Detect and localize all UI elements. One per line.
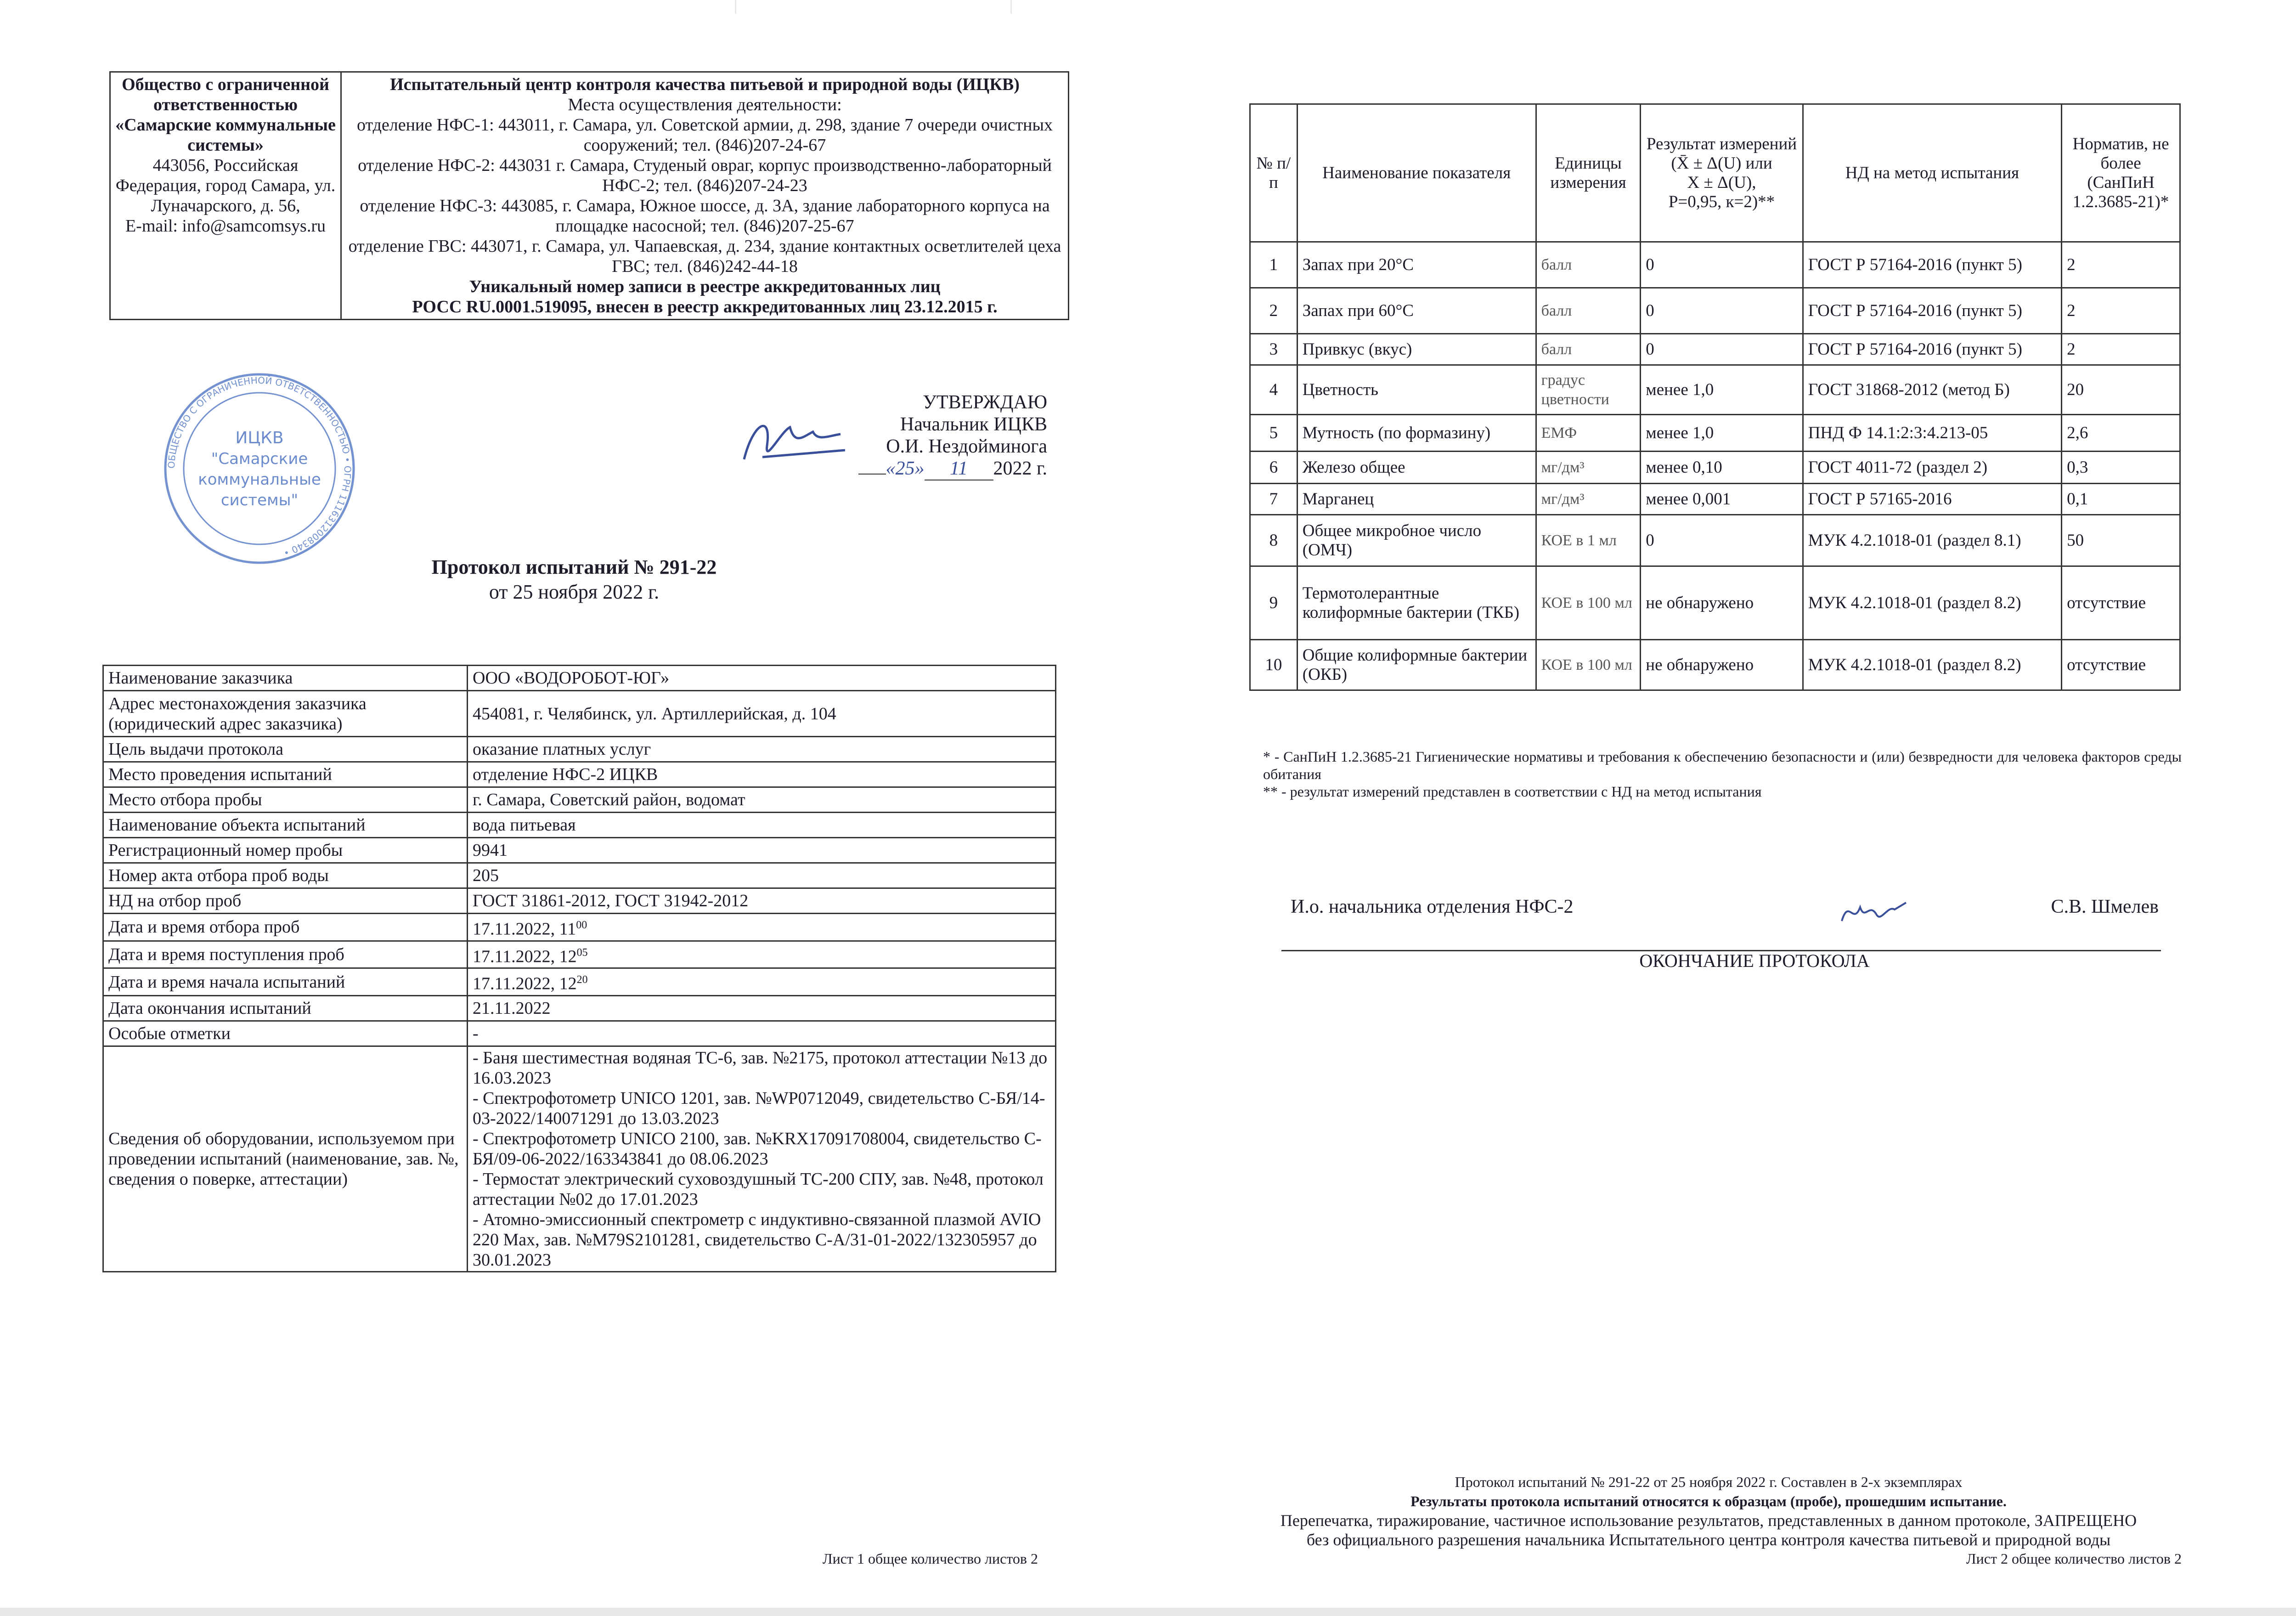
col-result-l1: Результат измерений xyxy=(1646,134,1797,153)
col-method: НД на метод испытания xyxy=(1803,104,2061,242)
place-nfs1: отделение НФС-1: 443011, г. Самара, ул. Советской армии, д. 298, здание 7 очереди очистных сооружений; тел. (846)207-24-67 xyxy=(356,115,1053,155)
result-row xyxy=(1250,288,2180,334)
info-value xyxy=(468,941,1056,968)
info-value xyxy=(468,914,1056,941)
org-email: E-mail: info@samcomsys.ru xyxy=(125,216,326,236)
result-unit: КОЕ в 100 мл xyxy=(1536,640,1641,690)
info-value-sup: 05 xyxy=(576,946,588,959)
info-row xyxy=(103,1021,1056,1046)
col-norm: Норматив, не более (СанПиН 1.2.3685-21)* xyxy=(2062,104,2180,242)
info-value xyxy=(468,737,1056,762)
info-value-text: 21.11.2022 xyxy=(473,998,551,1018)
info-row xyxy=(103,691,1056,737)
info-value-text: г. Самара, Советский район, водомат xyxy=(473,790,745,809)
info-value xyxy=(468,888,1056,914)
result-method: ГОСТ Р 57164-2016 (пункт 5) xyxy=(1803,334,2061,365)
equipment-item: - Баня шестиместная водяная ТС-6, зав. №2175, протокол аттестации №13 до 16.03.2023 xyxy=(473,1048,1048,1088)
info-row xyxy=(103,941,1056,968)
page-bottom-edge xyxy=(0,1608,2296,1616)
places-title: Места осуществления деятельности: xyxy=(568,95,842,114)
info-value xyxy=(468,1021,1056,1046)
signer-name: С.В. Шмелев xyxy=(2051,896,2159,917)
info-value-text: 454081, г. Челябинск, ул. Артиллерийская, д. 104 xyxy=(473,704,836,723)
result-name: Привкус (вкус) xyxy=(1297,334,1536,365)
info-key: Дата и время отбора проб xyxy=(103,914,468,941)
result-unit: градус цветности xyxy=(1536,365,1641,415)
info-value xyxy=(468,995,1056,1021)
result-unit: ЕМФ xyxy=(1536,415,1641,452)
result-row xyxy=(1250,515,2180,566)
col-name: Наименование показателя xyxy=(1297,104,1536,242)
result-row xyxy=(1250,640,2180,690)
result-n: 5 xyxy=(1250,415,1297,452)
approval-word: УТВЕРЖДАЮ xyxy=(923,392,1047,413)
footer-line4: без официального разрешения начальника Испытательного центра контроля качества питьевой и природной воды xyxy=(1306,1531,2111,1549)
info-value-text: 17.11.2022, 11 xyxy=(473,919,576,939)
info-value-text: 205 xyxy=(473,866,499,885)
info-key: Регистрационный номер пробы xyxy=(103,838,468,863)
result-unit: КОЕ в 1 мл xyxy=(1536,515,1641,566)
info-value xyxy=(468,838,1056,863)
result-result: менее 1,0 xyxy=(1641,365,1803,415)
page-fold-left xyxy=(735,0,736,14)
center-title: Испытательный центр контроля качества питьевой и природной воды (ИЦКВ) xyxy=(390,75,1020,94)
approval-year: 2022 г. xyxy=(993,458,1047,479)
approval-block xyxy=(716,391,1047,480)
svg-text:системы": системы" xyxy=(220,491,299,509)
info-key: Наименование заказчика xyxy=(103,666,468,691)
info-value-text: 17.11.2022, 12 xyxy=(473,974,577,994)
info-row xyxy=(103,968,1056,996)
equipment-item: - Атомно-эмиссионный спектрометр с индуктивно-связанной плазмой AVIO 220 Max, зав. №M79S2101281, свидетельство С-А/31-01-2022/132305957 до 30.01.2023 xyxy=(473,1209,1041,1270)
info-value xyxy=(468,666,1056,691)
info-key: Особые отметки xyxy=(103,1021,468,1046)
result-row xyxy=(1250,452,2180,484)
info-key: Место отбора пробы xyxy=(103,787,468,813)
result-norm: 20 xyxy=(2062,365,2180,415)
result-n: 3 xyxy=(1250,334,1297,365)
footer-line2: Результаты протокола испытаний относятся к образцам (пробе), прошедшим испытание. xyxy=(1410,1493,2007,1509)
result-norm: 50 xyxy=(2062,515,2180,566)
place-gvs: отделение ГВС: 443071, г. Самара, ул. Чапаевская, д. 234, здание контактных осветлителей цеха ГВС; тел. (846)242-44-18 xyxy=(348,237,1061,276)
protocol-date: от 25 ноября 2022 г. xyxy=(489,581,660,603)
info-value-text: 9941 xyxy=(473,841,508,860)
result-method: ГОСТ Р 57164-2016 (пункт 5) xyxy=(1803,242,2061,288)
info-row xyxy=(103,838,1056,863)
result-row xyxy=(1250,365,2180,415)
info-value xyxy=(468,787,1056,813)
approval-position: Начальник ИЦКВ xyxy=(900,414,1047,435)
info-row xyxy=(103,787,1056,813)
org-address: 443056, Российская Федерация, город Самара, ул. Луначарского, д. 56, xyxy=(115,156,336,215)
result-name: Запах при 20°С xyxy=(1297,242,1536,288)
svg-text:коммунальные: коммунальные xyxy=(198,470,321,489)
protocol-end: ОКОНЧАНИЕ ПРОТОКОЛА xyxy=(1639,950,1870,971)
result-unit: балл xyxy=(1536,334,1641,365)
col-result-l2: (X̄ ± Δ(U) или xyxy=(1671,153,1772,173)
col-result xyxy=(1641,104,1803,242)
info-value xyxy=(468,968,1056,996)
col-num: № п/п xyxy=(1250,104,1297,242)
info-key: Наименование объекта испытаний xyxy=(103,813,468,838)
info-table xyxy=(102,665,1056,1272)
info-row xyxy=(103,863,1056,888)
result-n: 8 xyxy=(1250,515,1297,566)
result-method: ГОСТ Р 57165-2016 xyxy=(1803,484,2061,515)
info-value xyxy=(468,863,1056,888)
info-value xyxy=(468,762,1056,787)
info-key: Место проведения испытаний xyxy=(103,762,468,787)
result-n: 7 xyxy=(1250,484,1297,515)
org-name: Общество с ограниченной ответственностью «Самарские коммунальные системы» xyxy=(115,75,336,155)
approval-day: «25» xyxy=(886,458,925,479)
header-table xyxy=(109,71,1069,320)
result-norm: отсутствие xyxy=(2062,566,2180,640)
equipment-label: Сведения об оборудовании, используемом при проведении испытаний (наименование, зав. №, сведения о поверке, аттестации) xyxy=(103,1046,468,1271)
info-value-text: 17.11.2022, 12 xyxy=(473,947,577,966)
info-key: Цель выдачи протокола xyxy=(103,737,468,762)
info-key: Номер акта отбора проб воды xyxy=(103,863,468,888)
registry-line1: Уникальный номер записи в реестре аккредитованных лиц xyxy=(469,277,941,296)
result-n: 4 xyxy=(1250,365,1297,415)
svg-text:"Самарские: "Самарские xyxy=(211,450,308,468)
info-key: Дата и время поступления проб xyxy=(103,941,468,968)
sheet-number-1: Лист 1 общее количество листов 2 xyxy=(822,1550,1038,1567)
info-value-text: ГОСТ 31861-2012, ГОСТ 31942-2012 xyxy=(473,891,749,910)
protocol-heading xyxy=(349,555,799,605)
note-sanpin: * - СанПиН 1.2.3685-21 Гигиенические нормативы и требования к обеспечению безопасности и (или) безвредности для человека факторов среды обитания xyxy=(1263,748,2182,782)
result-name: Общие колиформные бактерии (ОКБ) xyxy=(1297,640,1536,690)
result-norm: 2 xyxy=(2062,288,2180,334)
approval-date xyxy=(716,458,1047,480)
result-name: Цветность xyxy=(1297,365,1536,415)
footer-line3: Перепечатка, тиражирование, частичное использование результатов, представленных в данном протоколе, ЗАПРЕЩЕНО xyxy=(1280,1511,2137,1530)
info-row xyxy=(103,666,1056,691)
info-row xyxy=(103,762,1056,787)
result-row xyxy=(1250,242,2180,288)
info-row xyxy=(103,888,1056,914)
info-value-text: отделение НФС-2 ИЦКВ xyxy=(473,765,658,784)
result-method: МУК 4.2.1018-01 (раздел 8.2) xyxy=(1803,566,2061,640)
col-result-l3: X ± Δ(U), xyxy=(1687,173,1756,192)
signer-signature xyxy=(1837,889,1911,935)
protocol-title: Протокол испытаний № 291-22 xyxy=(431,556,717,578)
sheet-number-2: Лист 2 общее количество листов 2 xyxy=(1966,1550,2182,1567)
info-row xyxy=(103,995,1056,1021)
result-row xyxy=(1250,334,2180,365)
result-unit: балл xyxy=(1536,242,1641,288)
place-nfs3: отделение НФС-3: 443085, г. Самара, Южное шоссе, д. 3А, здание лабораторного корпуса на площадке насосной; тел. (846)207-25-67 xyxy=(360,196,1050,236)
result-norm: 0,1 xyxy=(2062,484,2180,515)
info-key: Дата и время начала испытаний xyxy=(103,968,468,996)
result-n: 2 xyxy=(1250,288,1297,334)
result-method: МУК 4.2.1018-01 (раздел 8.2) xyxy=(1803,640,2061,690)
result-result: 0 xyxy=(1641,242,1803,288)
info-key: НД на отбор проб xyxy=(103,888,468,914)
signer-position: И.о. начальника отделения НФС-2 xyxy=(1291,896,1574,917)
result-n: 6 xyxy=(1250,452,1297,484)
result-result: менее 0,001 xyxy=(1641,484,1803,515)
result-result: не обнаружено xyxy=(1641,566,1803,640)
svg-text:ОБЩЕСТВО С ОГРАНИЧЕННОЙ ОТВЕТС: ОБЩЕСТВО С ОГРАНИЧЕННОЙ ОТВЕТСТВЕННОСТЬЮ • ОГРН 1116312008340 • xyxy=(165,374,354,559)
equipment-item: - Термостат электрический суховоздушный ТС-200 СПУ, зав. №48, протокол аттестации №02 до 17.01.2023 xyxy=(473,1169,1044,1209)
notes xyxy=(1263,748,2182,800)
approval-month: 11 xyxy=(925,458,993,480)
place-nfs2: отделение НФС-2: 443031 г. Самара, Студеный овраг, корпус производственно-лабораторный НФС-2; тел. (846)207-24-23 xyxy=(358,156,1052,195)
result-name: Железо общее xyxy=(1297,452,1536,484)
footer xyxy=(1231,1472,2186,1549)
info-row xyxy=(103,813,1056,838)
note-measurement: ** - результат измерений представлен в соответствии с НД на метод испытания xyxy=(1263,783,1762,800)
result-result: не обнаружено xyxy=(1641,640,1803,690)
result-row xyxy=(1250,566,2180,640)
col-unit: Единицы измерения xyxy=(1536,104,1641,242)
result-norm: 0,3 xyxy=(2062,452,2180,484)
info-value xyxy=(468,691,1056,737)
info-value-sup: 20 xyxy=(576,974,588,986)
info-key: Адрес местонахождения заказчика (юридический адрес заказчика) xyxy=(103,691,468,737)
result-unit: мг/дм³ xyxy=(1536,484,1641,515)
info-row xyxy=(103,737,1056,762)
result-norm: 2,6 xyxy=(2062,415,2180,452)
info-value-text: - xyxy=(473,1023,479,1043)
info-value-text: вода питьевая xyxy=(473,815,576,835)
approval-name: О.И. Нездойминога xyxy=(886,436,1047,457)
result-norm: 2 xyxy=(2062,242,2180,288)
equipment-list xyxy=(468,1046,1056,1271)
col-result-l4: P=0,95, к=2)** xyxy=(1668,192,1775,211)
equipment-row xyxy=(103,1046,1056,1271)
result-method: ГОСТ 4011-72 (раздел 2) xyxy=(1803,452,2061,484)
result-unit: балл xyxy=(1536,288,1641,334)
result-row xyxy=(1250,484,2180,515)
result-n: 9 xyxy=(1250,566,1297,640)
org-cell xyxy=(110,72,341,320)
result-result: 0 xyxy=(1641,515,1803,566)
result-name: Марганец xyxy=(1297,484,1536,515)
result-row xyxy=(1250,415,2180,452)
result-norm: 2 xyxy=(2062,334,2180,365)
result-name: Термотолерантные колиформные бактерии (ТКБ) xyxy=(1297,566,1536,640)
info-value-text: оказание платных услуг xyxy=(473,740,651,759)
info-value xyxy=(468,813,1056,838)
registry-line2: РОСС RU.0001.519095, внесен в реестр аккредитованных лиц 23.12.2015 г. xyxy=(412,297,998,316)
result-result: менее 1,0 xyxy=(1641,415,1803,452)
result-name: Общее микробное число (ОМЧ) xyxy=(1297,515,1536,566)
page-fold-right xyxy=(1010,0,1012,14)
result-unit: мг/дм³ xyxy=(1536,452,1641,484)
center-cell xyxy=(341,72,1069,320)
result-n: 10 xyxy=(1250,640,1297,690)
result-unit: КОЕ в 100 мл xyxy=(1536,566,1641,640)
info-row xyxy=(103,914,1056,941)
equipment-item: - Спектрофотометр UNICO 1201, зав. №WP0712049, свидетельство С-БЯ/14-03-2022/140071291 до 13.03.2023 xyxy=(473,1088,1045,1128)
footer-line1: Протокол испытаний № 291-22 от 25 ноября 2022 г. Составлен в 2-х экземплярах xyxy=(1455,1474,1963,1490)
result-method: МУК 4.2.1018-01 (раздел 8.1) xyxy=(1803,515,2061,566)
result-name: Мутность (по формазину) xyxy=(1297,415,1536,452)
equipment-item: - Спектрофотометр UNICO 2100, зав. №KRX17091708004, свидетельство С-БЯ/09-06-2022/163343841 до 08.06.2023 xyxy=(473,1129,1042,1169)
result-norm: отсутствие xyxy=(2062,640,2180,690)
info-key: Дата окончания испытаний xyxy=(103,995,468,1021)
result-method: ПНД Ф 14.1:2:3:4.213-05 xyxy=(1803,415,2061,452)
result-n: 1 xyxy=(1250,242,1297,288)
svg-text:ИЦКВ: ИЦКВ xyxy=(235,429,284,447)
results-table xyxy=(1249,103,2181,691)
stamp-seal xyxy=(161,370,358,567)
info-value-text: ООО «ВОДОРОБОТ-ЮГ» xyxy=(473,668,670,688)
result-result: 0 xyxy=(1641,334,1803,365)
result-method: ГОСТ 31868-2012 (метод Б) xyxy=(1803,365,2061,415)
result-name: Запах при 60°С xyxy=(1297,288,1536,334)
info-value-sup: 00 xyxy=(576,919,587,931)
result-method: ГОСТ Р 57164-2016 (пункт 5) xyxy=(1803,288,2061,334)
result-result: менее 0,10 xyxy=(1641,452,1803,484)
result-result: 0 xyxy=(1641,288,1803,334)
